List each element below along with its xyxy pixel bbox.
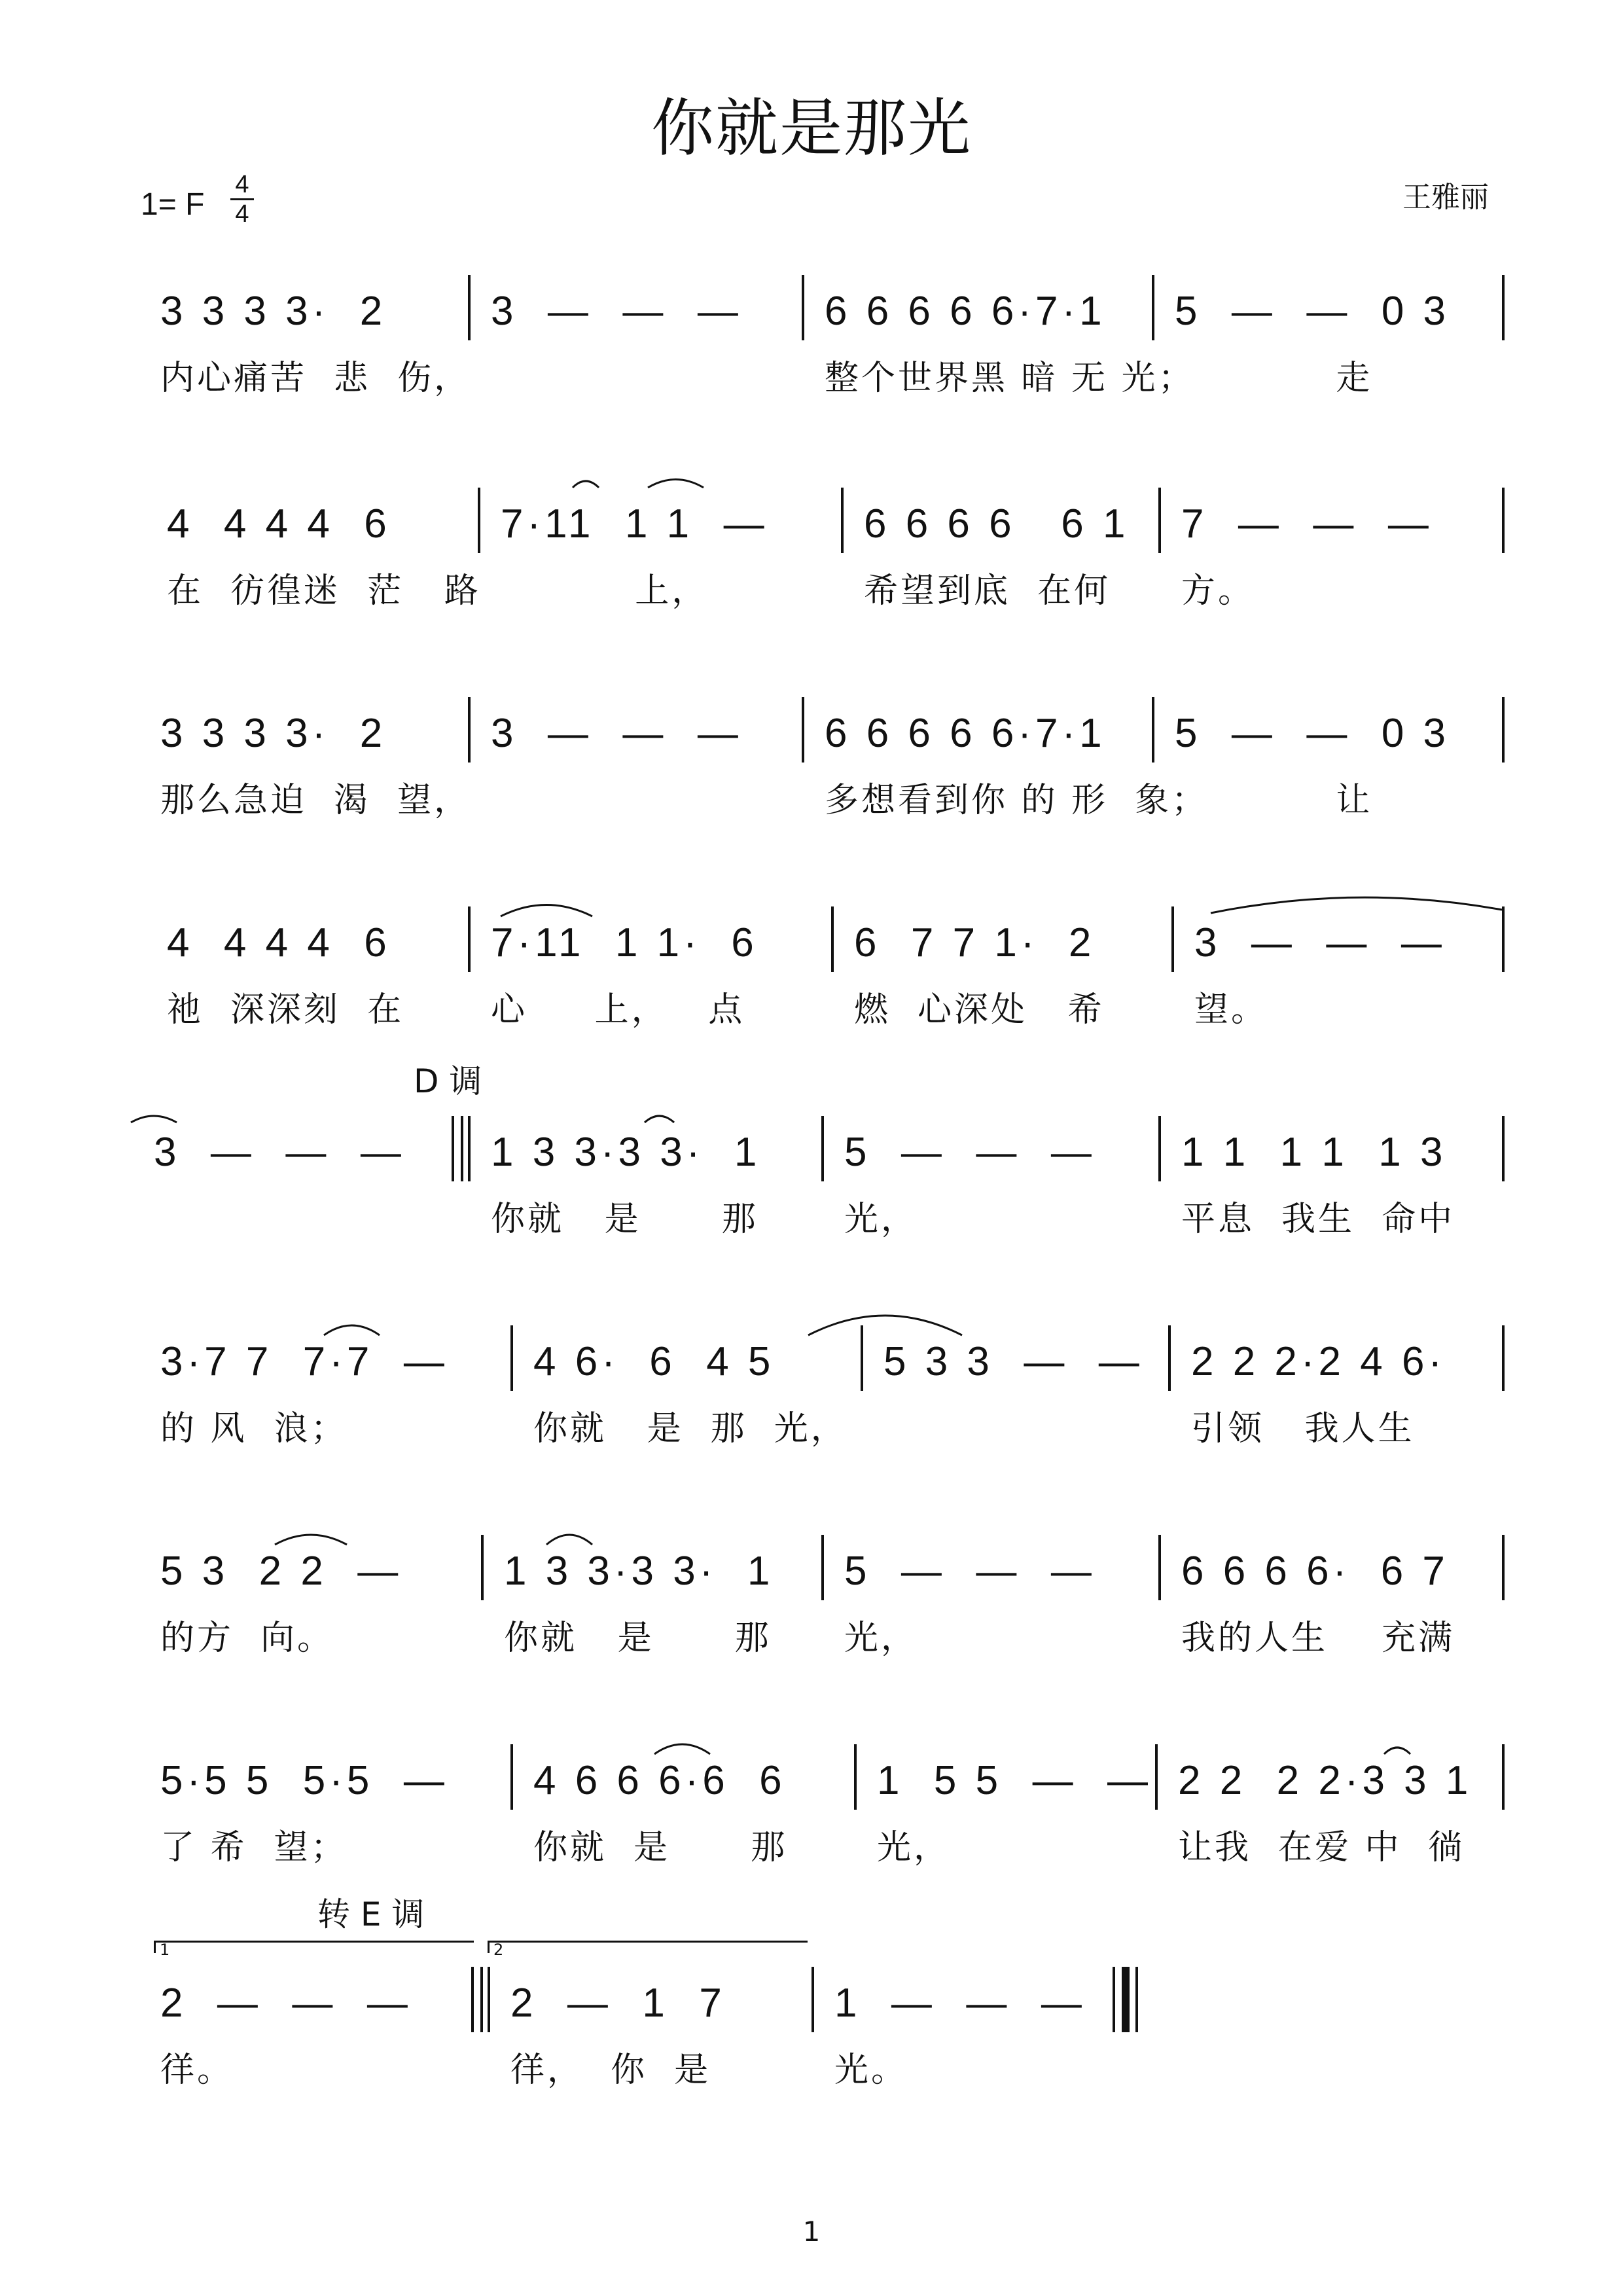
section-label-d-key: D 调 — [414, 1062, 482, 1100]
measure-notes: 5 — — — — [844, 1549, 1096, 1594]
slur — [501, 905, 592, 917]
volta-bracket-1: 1 — [154, 1941, 474, 1953]
measure-lyrics: 徉， 你 是 — [510, 2051, 711, 2090]
measure-lyrics: 你就 是 那 光， — [533, 1409, 847, 1448]
measure-lyrics: 多想看到你 的 形 象； — [825, 781, 1209, 820]
measure-lyrics: 整个世界黑 暗 无 光； — [825, 359, 1195, 398]
measure-notes: 5 — — — — [844, 1130, 1096, 1175]
measure-notes: 3 3 3 3· 2 — [160, 289, 387, 334]
measure-lyrics: 了 希 望； — [160, 1828, 348, 1867]
measure-notes: 1 3 3·3 3· 1 — [491, 1130, 761, 1175]
measure-notes: 6 6 6 6 6·7·1 — [825, 711, 1106, 756]
measure-notes: 7 — — — — [1181, 501, 1433, 547]
measure-notes: 6 6 6 6 6·7·1 — [825, 289, 1106, 334]
time-signature-bottom: 4 — [235, 200, 249, 228]
measure-lyrics: 的方 向。 — [160, 1619, 334, 1658]
measure-lyrics: 望。 — [1194, 990, 1268, 1030]
measure-notes: 7·11 1 1 — — [501, 501, 768, 547]
measure-notes: 1 1 1 1 1 3 — [1181, 1130, 1447, 1175]
slur — [648, 480, 704, 488]
slur — [645, 1116, 674, 1122]
measure-notes: 6 6 6 6· 6 7 — [1181, 1549, 1449, 1594]
measure-notes: 1 3 3·3 3· 1 — [504, 1549, 774, 1594]
slur — [1211, 897, 1502, 913]
page-number: 1 — [802, 2215, 821, 2248]
measure-lyrics: 上， — [501, 571, 709, 611]
time-signature-top: 4 — [235, 171, 249, 198]
measure-lyrics: 你就 是 那 — [533, 1828, 788, 1867]
measure-lyrics: 你就 是 那 — [504, 1619, 772, 1658]
measure-lyrics: 光， — [844, 1200, 918, 1239]
measure-notes: 5 — — 0 3 — [1175, 289, 1450, 334]
slur — [131, 1116, 177, 1122]
measure-notes: 3 — — — — [491, 289, 742, 334]
measure-notes: 2 — — — — [160, 1981, 412, 2026]
slur — [654, 1744, 710, 1754]
measure-lyrics: 引领 我人生 — [1191, 1409, 1415, 1448]
measure-notes: 1 5 5 — — — [877, 1758, 1152, 1803]
measure-notes: 4 4 4 4 6 — [167, 501, 391, 547]
measure-notes: 4 6· 6 4 5 — [533, 1339, 775, 1384]
measure-lyrics: 那么急迫 渴 望， — [160, 781, 471, 820]
measure-notes: 2 — 1 7 — [510, 1981, 726, 2026]
measure-notes: 4 6 6 6·6 6 — [533, 1758, 786, 1803]
measure-notes: 5 3 3 — — — [883, 1339, 1143, 1384]
measure-lyrics: 在 彷徨迷 茫 路 — [167, 571, 481, 611]
measure-notes: 6 6 6 6 6 1 — [864, 501, 1130, 547]
measure-lyrics: 方。 — [1181, 571, 1255, 611]
measure-lyrics: 徉。 — [160, 2051, 234, 2090]
measure-lyrics: 平息 我生 命中 — [1181, 1200, 1455, 1239]
slur — [573, 481, 599, 488]
measure-lyrics: 让我 在爱 中 徜 — [1178, 1828, 1465, 1867]
measure-notes: 3 — — — — [154, 1130, 405, 1175]
measure-lyrics: 希望到底 在何 — [864, 571, 1111, 611]
measure-notes: 3 3 3 3· 2 — [160, 711, 387, 756]
slur — [1384, 1748, 1410, 1754]
measure-lyrics: 祂 深深刻 在 — [167, 990, 404, 1030]
measure-lyrics: 心 上， 点 — [491, 990, 745, 1030]
slur — [324, 1325, 380, 1335]
song-title: 你就是那光 — [651, 92, 972, 165]
measure-notes: 3 — — — — [1194, 920, 1446, 965]
measure-lyrics: 光， — [877, 1828, 951, 1867]
slur — [275, 1535, 347, 1545]
composer: 王雅丽 — [1402, 181, 1489, 214]
measure-notes: 7·11 1 1· 6 — [491, 920, 758, 965]
measure-notes: 3 — — — — [491, 711, 742, 756]
measure-notes: 2 2 2·2 4 6· — [1191, 1339, 1446, 1384]
measure-lyrics: 的 风 浪； — [160, 1409, 348, 1448]
measure-notes: 6 7 7 1· 2 — [854, 920, 1096, 965]
slur — [808, 1316, 962, 1335]
measure-lyrics: 燃 心深处 希 — [854, 990, 1105, 1030]
measure-lyrics: 你就 是 那 — [491, 1200, 758, 1239]
measure-lyrics: 我的人生 充满 — [1181, 1619, 1455, 1658]
measure-notes: 5 — — 0 3 — [1175, 711, 1450, 756]
measure-notes: 4 4 4 4 6 — [167, 920, 391, 965]
measure-lyrics: 光， — [844, 1619, 918, 1658]
measure-notes: 5 3 2 2 — — [160, 1549, 402, 1594]
key-signature: 1= F — [141, 187, 205, 222]
measure-lyrics: 走 — [1175, 359, 1373, 398]
volta-bracket-2: 2 — [488, 1941, 808, 1953]
section-label-e-key: 转 E 调 — [317, 1895, 425, 1933]
measure-notes: 3·7 7 7·7 — — [160, 1339, 448, 1384]
measure-notes: 5·5 5 5·5 — — [160, 1758, 448, 1803]
measure-notes: 2 2 2 2·3 3 1 — [1178, 1758, 1472, 1803]
measure-lyrics: 让 — [1175, 781, 1373, 820]
measure-lyrics: 光。 — [834, 2051, 908, 2090]
measure-lyrics: 内心痛苦 悲 伤， — [160, 359, 471, 398]
slur — [546, 1535, 592, 1545]
measure-notes: 1 — — — — [834, 1981, 1086, 2026]
